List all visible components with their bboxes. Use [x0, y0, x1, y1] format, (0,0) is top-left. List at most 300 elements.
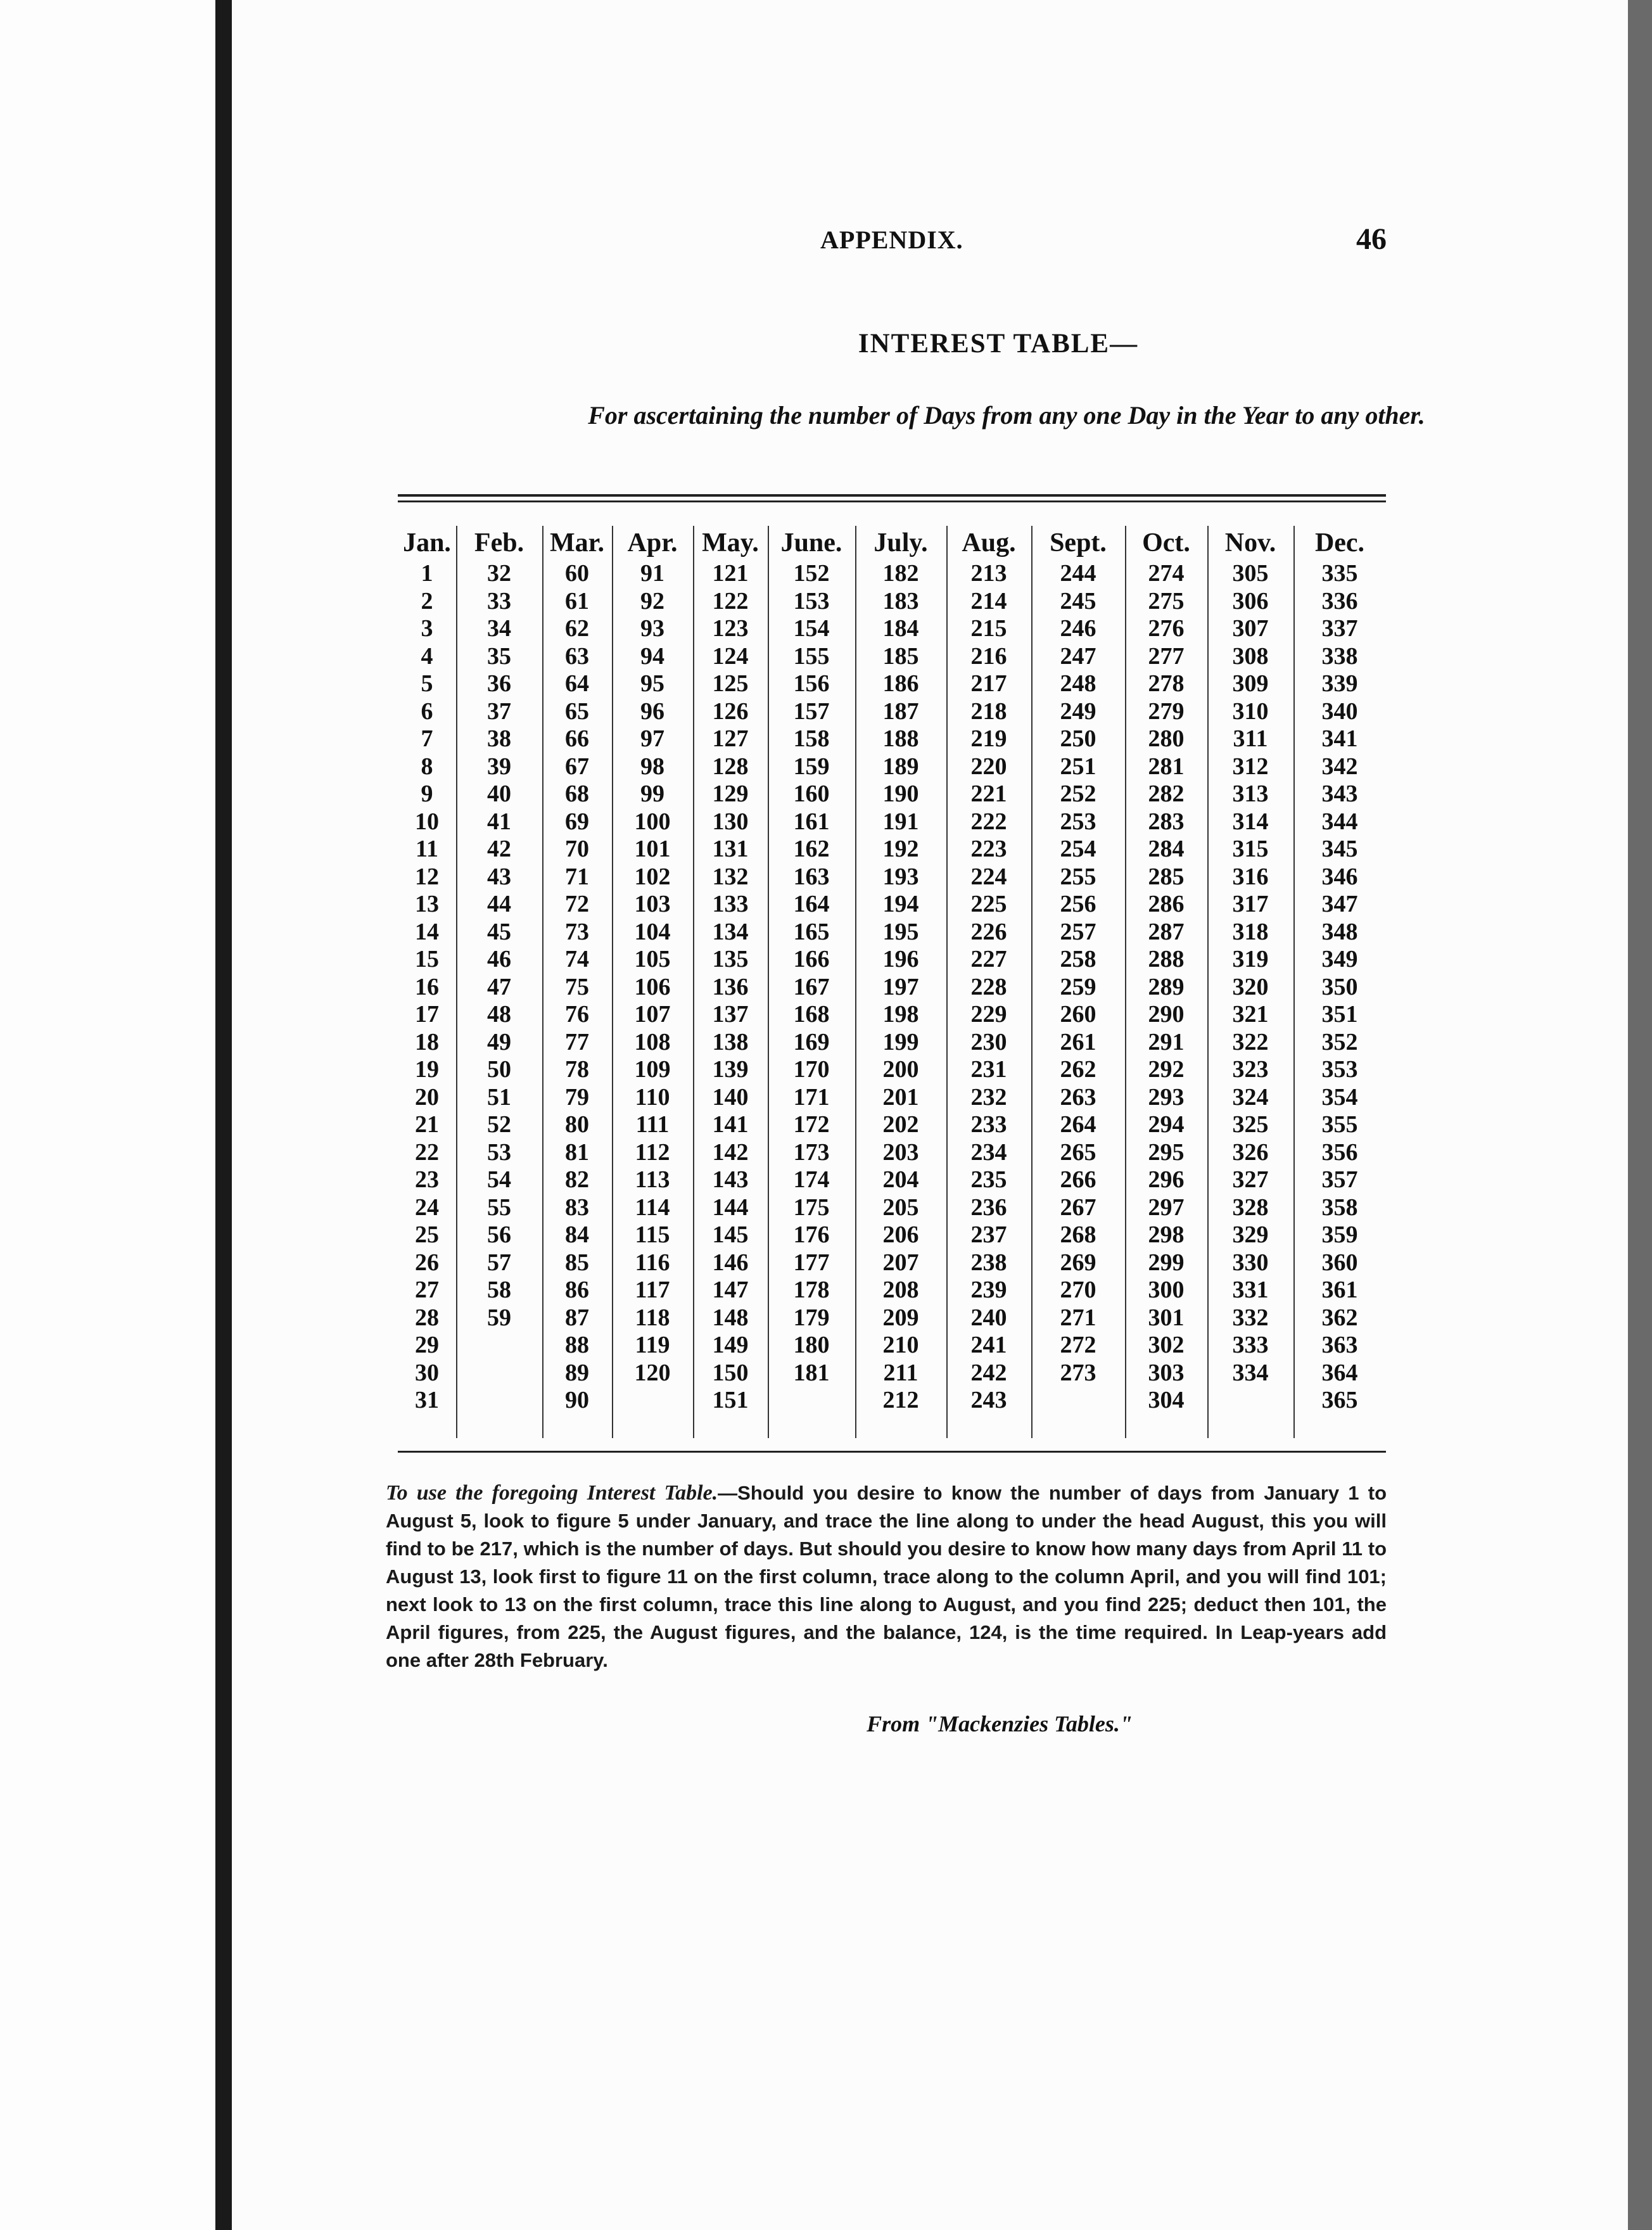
table-cell: 180 [793, 1332, 830, 1358]
table-cell: 191 [882, 808, 919, 835]
table-cell: 281 [1148, 753, 1185, 780]
table-cell: 154 [793, 615, 830, 642]
table-cell: 215 [970, 615, 1007, 642]
table-cell: 296 [1148, 1166, 1185, 1193]
table-cell: 148 [712, 1304, 749, 1331]
table-cell: 311 [1233, 725, 1268, 752]
table-cell: 39 [487, 753, 511, 780]
table-cell: 302 [1148, 1332, 1185, 1358]
table-cell: 331 [1232, 1277, 1269, 1303]
table-cell: 160 [793, 780, 830, 807]
table-cell: 168 [793, 1001, 830, 1028]
table-cell: 247 [1060, 642, 1096, 670]
table-cell: 254 [1060, 836, 1096, 862]
table-cell: 125 [712, 670, 749, 697]
table-cell: 318 [1232, 918, 1269, 945]
table-cell: 253 [1060, 808, 1096, 835]
table-cell: 142 [712, 1138, 749, 1166]
table-cell: 46 [487, 946, 511, 972]
table-cell: 250 [1060, 725, 1096, 752]
table-cell: 181 [793, 1359, 830, 1386]
table-cell: 330 [1232, 1249, 1269, 1276]
table-cell: 269 [1060, 1249, 1096, 1276]
table-cell: 121 [712, 560, 749, 587]
table-cell: 364 [1321, 1359, 1358, 1386]
table-cell: 99 [640, 780, 664, 807]
table-cell: 199 [882, 1028, 919, 1055]
column-aug [946, 526, 1031, 1438]
table-cell: 246 [1060, 615, 1096, 642]
top-rule [398, 494, 1386, 497]
table-cell: 53 [487, 1138, 511, 1166]
table-cell: 23 [415, 1166, 439, 1193]
table-cell: 113 [635, 1166, 670, 1193]
table-cell: 42 [487, 836, 511, 862]
table-cell: 57 [487, 1249, 511, 1276]
table-cell: 256 [1060, 891, 1096, 917]
table-cell: 10 [415, 808, 439, 835]
table-cell: 351 [1321, 1001, 1358, 1028]
table-cell: 18 [415, 1028, 439, 1055]
table-cell: 146 [712, 1249, 749, 1276]
top-rule-secondary [398, 500, 1386, 502]
table-cell: 149 [712, 1332, 749, 1358]
table-cell: 339 [1321, 670, 1358, 697]
column-oct [1125, 526, 1207, 1438]
table-cell: 124 [712, 642, 749, 670]
table-cell: 15 [415, 946, 439, 972]
table-cell: 248 [1060, 670, 1096, 697]
table-cell: 185 [882, 642, 919, 670]
table-cell: 112 [635, 1138, 670, 1166]
table-cell: 31 [415, 1387, 439, 1413]
table-cell: 334 [1232, 1359, 1269, 1386]
table-cell: 117 [635, 1277, 670, 1303]
table-cell: 307 [1232, 615, 1269, 642]
column-header: Dec. [1314, 528, 1365, 558]
table-cell: 223 [970, 836, 1007, 862]
table-cell: 44 [487, 891, 511, 917]
table-cell: 3 [421, 615, 433, 642]
table-cell: 35 [487, 642, 511, 670]
table-cell: 201 [882, 1083, 919, 1111]
table-cell: 45 [487, 918, 511, 945]
table-cell: 5 [421, 670, 433, 697]
table-cell: 171 [793, 1083, 830, 1111]
table-cell: 6 [421, 698, 433, 725]
table-cell: 133 [712, 891, 749, 917]
table-cell: 93 [640, 615, 664, 642]
table-cell: 275 [1148, 587, 1185, 615]
table-cell: 85 [565, 1249, 589, 1276]
table-cell: 143 [712, 1166, 749, 1193]
table-cell: 336 [1321, 587, 1358, 615]
table-cell: 144 [712, 1194, 749, 1221]
table-cell: 169 [793, 1028, 830, 1055]
table-cell: 249 [1060, 698, 1096, 725]
table-cell: 63 [565, 642, 589, 670]
table-cell: 177 [793, 1249, 830, 1276]
table-cell: 50 [487, 1056, 511, 1083]
table-cell: 285 [1148, 863, 1185, 890]
table-cell: 272 [1060, 1332, 1096, 1358]
table-cell: 19 [415, 1056, 439, 1083]
table-cell: 274 [1148, 560, 1185, 587]
table-cell: 128 [712, 753, 749, 780]
table-cell: 231 [970, 1056, 1007, 1083]
table-cell: 316 [1232, 863, 1269, 890]
table-title: INTEREST TABLE— [858, 329, 1139, 359]
table-cell: 257 [1060, 918, 1096, 945]
table-cell: 295 [1148, 1138, 1185, 1166]
table-cell: 306 [1232, 587, 1269, 615]
table-cell: 43 [487, 863, 511, 890]
table-cell: 345 [1321, 836, 1358, 862]
table-cell: 196 [882, 946, 919, 972]
table-cell: 20 [415, 1083, 439, 1111]
table-cell: 241 [970, 1332, 1007, 1358]
table-cell: 278 [1148, 670, 1185, 697]
table-cell: 188 [882, 725, 919, 752]
table-cell: 289 [1148, 973, 1185, 1000]
table-cell: 14 [415, 918, 439, 945]
table-cell: 308 [1232, 642, 1269, 670]
table-cell: 97 [640, 725, 664, 752]
table-cell: 332 [1232, 1304, 1269, 1331]
table-cell: 252 [1060, 780, 1096, 807]
table-cell: 37 [487, 698, 511, 725]
table-cell: 131 [712, 836, 749, 862]
table-cell: 101 [634, 836, 671, 862]
table-cell: 220 [970, 753, 1007, 780]
column-feb [456, 526, 542, 1438]
table-cell: 270 [1060, 1277, 1096, 1303]
table-cell: 141 [712, 1111, 749, 1138]
table-cell: 335 [1321, 560, 1358, 587]
table-cell: 77 [565, 1028, 589, 1055]
table-cell: 8 [421, 753, 433, 780]
table-cell: 321 [1232, 1001, 1269, 1028]
column-jan [398, 526, 456, 1438]
table-cell: 267 [1060, 1194, 1096, 1221]
table-cell: 155 [793, 642, 830, 670]
column-header: Mar. [550, 528, 604, 558]
table-cell: 54 [487, 1166, 511, 1193]
table-cell: 68 [565, 780, 589, 807]
table-cell: 222 [970, 808, 1007, 835]
table-cell: 277 [1148, 642, 1185, 670]
table-cell: 34 [487, 615, 511, 642]
table-cell: 195 [882, 918, 919, 945]
table-cell: 298 [1148, 1221, 1185, 1248]
table-cell: 344 [1321, 808, 1358, 835]
table-cell: 138 [712, 1028, 749, 1055]
table-cell: 320 [1232, 973, 1269, 1000]
table-cell: 132 [712, 863, 749, 890]
table-cell: 108 [634, 1028, 671, 1055]
table-cell: 216 [970, 642, 1007, 670]
table-cell: 243 [970, 1387, 1007, 1413]
table-cell: 11 [416, 836, 438, 862]
table-cell: 176 [793, 1221, 830, 1248]
table-cell: 75 [565, 973, 589, 1000]
table-cell: 338 [1321, 642, 1358, 670]
table-cell: 315 [1232, 836, 1269, 862]
table-cell: 297 [1148, 1194, 1185, 1221]
table-cell: 286 [1148, 891, 1185, 917]
column-sept [1031, 526, 1125, 1438]
table-cell: 67 [565, 753, 589, 780]
interest-table [398, 526, 1386, 1438]
table-cell: 26 [415, 1249, 439, 1276]
table-cell: 271 [1060, 1304, 1096, 1331]
table-cell: 287 [1148, 918, 1185, 945]
table-cell: 174 [793, 1166, 830, 1193]
table-cell: 362 [1321, 1304, 1358, 1331]
column-apr [612, 526, 693, 1438]
table-cell: 80 [565, 1111, 589, 1138]
book-gutter [215, 0, 232, 2230]
table-cell: 360 [1321, 1249, 1358, 1276]
table-cell: 127 [712, 725, 749, 752]
table-cell: 208 [882, 1277, 919, 1303]
table-cell: 111 [635, 1111, 670, 1138]
table-cell: 225 [970, 891, 1007, 917]
table-cell: 354 [1321, 1083, 1358, 1111]
table-cell: 27 [415, 1277, 439, 1303]
table-cell: 66 [565, 725, 589, 752]
table-cell: 212 [882, 1387, 919, 1413]
table-cell: 65 [565, 698, 589, 725]
table-cell: 206 [882, 1221, 919, 1248]
table-cell: 337 [1321, 615, 1358, 642]
table-cell: 259 [1060, 973, 1096, 1000]
table-cell: 347 [1321, 891, 1358, 917]
table-cell: 327 [1232, 1166, 1269, 1193]
table-cell: 72 [565, 891, 589, 917]
table-cell: 33 [487, 587, 511, 615]
table-cell: 210 [882, 1332, 919, 1358]
table-cell: 16 [415, 973, 439, 1000]
table-cell: 361 [1321, 1277, 1358, 1303]
table-cell: 158 [793, 725, 830, 752]
table-cell: 312 [1232, 753, 1269, 780]
table-cell: 126 [712, 698, 749, 725]
usage-note-body: —Should you desire to know the number of days from January 1 to August 5, look to figure 5 under January, and trace the line along to under the head August, this you will find to be 217, which is the number of days. But should you desire to know how many days from April 11 to August 13, look first to figure 11 on the first column, trace along to the column April, and you will find 101; next look to 13 on the first column, trace this line along to August, and you find 225; deduct then 101, the April figures, from 225, the August figures, and the balance, 124, is the time required. In Leap-years add one after 28th February. [386, 1482, 1387, 1671]
table-cell: 118 [635, 1304, 670, 1331]
table-cell: 17 [415, 1001, 439, 1028]
table-cell: 184 [882, 615, 919, 642]
table-cell: 230 [970, 1028, 1007, 1055]
table-cell: 166 [793, 946, 830, 972]
column-dec [1293, 526, 1386, 1438]
column-header: June. [780, 528, 842, 558]
table-cell: 319 [1232, 946, 1269, 972]
table-cell: 322 [1232, 1028, 1269, 1055]
table-cell: 365 [1321, 1387, 1358, 1413]
table-cell: 1 [421, 560, 433, 587]
table-cell: 200 [882, 1056, 919, 1083]
table-cell: 161 [793, 808, 830, 835]
table-cell: 162 [793, 836, 830, 862]
table-cell: 229 [970, 1001, 1007, 1028]
table-cell: 303 [1148, 1359, 1185, 1386]
table-cell: 310 [1232, 698, 1269, 725]
table-cell: 279 [1148, 698, 1185, 725]
table-cell: 153 [793, 587, 830, 615]
table-cell: 217 [970, 670, 1007, 697]
table-cell: 152 [793, 560, 830, 587]
table-cell: 288 [1148, 946, 1185, 972]
table-cell: 157 [793, 698, 830, 725]
table-cell: 194 [882, 891, 919, 917]
column-header: Apr. [627, 528, 678, 558]
table-cell: 234 [970, 1138, 1007, 1166]
table-cell: 88 [565, 1332, 589, 1358]
table-cell: 48 [487, 1001, 511, 1028]
table-cell: 204 [882, 1166, 919, 1193]
table-cell: 237 [970, 1221, 1007, 1248]
facing-page [0, 0, 215, 2230]
column-header: Aug. [962, 528, 1016, 558]
table-cell: 187 [882, 698, 919, 725]
usage-note [386, 1479, 1387, 1674]
table-cell: 106 [634, 973, 671, 1000]
table-cell: 62 [565, 615, 589, 642]
table-cell: 182 [882, 560, 919, 587]
table-cell: 209 [882, 1304, 919, 1331]
table-cell: 292 [1148, 1056, 1185, 1083]
table-cell: 293 [1148, 1083, 1185, 1111]
table-cell: 76 [565, 1001, 589, 1028]
column-header: July. [874, 528, 928, 558]
table-cell: 352 [1321, 1028, 1358, 1055]
table-cell: 83 [565, 1194, 589, 1221]
table-cell: 165 [793, 918, 830, 945]
table-cell: 244 [1060, 560, 1096, 587]
table-cell: 179 [793, 1304, 830, 1331]
table-cell: 98 [640, 753, 664, 780]
table-cell: 245 [1060, 587, 1096, 615]
table-cell: 120 [634, 1359, 671, 1386]
table-cell: 64 [565, 670, 589, 697]
table-cell: 355 [1321, 1111, 1358, 1138]
table-cell: 255 [1060, 863, 1096, 890]
table-cell: 193 [882, 863, 919, 890]
table-cell: 238 [970, 1249, 1007, 1276]
table-cell: 119 [635, 1332, 670, 1358]
table-cell: 81 [565, 1138, 589, 1166]
table-cell: 183 [882, 587, 919, 615]
table-cell: 309 [1232, 670, 1269, 697]
table-cell: 323 [1232, 1056, 1269, 1083]
table-cell: 156 [793, 670, 830, 697]
table-cell: 122 [712, 587, 749, 615]
table-cell: 167 [793, 973, 830, 1000]
table-cell: 211 [883, 1359, 918, 1386]
table-cell: 228 [970, 973, 1007, 1000]
table-cell: 173 [793, 1138, 830, 1166]
table-cell: 145 [712, 1221, 749, 1248]
table-cell: 232 [970, 1083, 1007, 1111]
table-cell: 326 [1232, 1138, 1269, 1166]
table-cell: 9 [421, 780, 433, 807]
table-cell: 276 [1148, 615, 1185, 642]
table-cell: 114 [635, 1194, 670, 1221]
table-cell: 69 [565, 808, 589, 835]
column-header: Feb. [474, 528, 524, 558]
table-cell: 363 [1321, 1332, 1358, 1358]
table-cell: 28 [415, 1304, 439, 1331]
table-cell: 22 [415, 1138, 439, 1166]
table-cell: 139 [712, 1056, 749, 1083]
table-cell: 203 [882, 1138, 919, 1166]
table-cell: 151 [712, 1387, 749, 1413]
page-number: 46 [1356, 222, 1387, 256]
table-cell: 95 [640, 670, 664, 697]
table-cell: 100 [634, 808, 671, 835]
table-cell: 47 [487, 973, 511, 1000]
table-cell: 134 [712, 918, 749, 945]
table-cell: 300 [1148, 1277, 1185, 1303]
table-cell: 343 [1321, 780, 1358, 807]
table-cell: 87 [565, 1304, 589, 1331]
column-header: Oct. [1142, 528, 1190, 558]
table-cell: 342 [1321, 753, 1358, 780]
column-header: May. [702, 528, 759, 558]
table-cell: 49 [487, 1028, 511, 1055]
table-cell: 242 [970, 1359, 1007, 1386]
table-cell: 283 [1148, 808, 1185, 835]
table-cell: 356 [1321, 1138, 1358, 1166]
table-cell: 12 [415, 863, 439, 890]
table-cell: 264 [1060, 1111, 1096, 1138]
table-cell: 94 [640, 642, 664, 670]
table-cell: 328 [1232, 1194, 1269, 1221]
table-cell: 325 [1232, 1111, 1269, 1138]
table-cell: 102 [634, 863, 671, 890]
table-cell: 239 [970, 1277, 1007, 1303]
table-cell: 329 [1232, 1221, 1269, 1248]
table-cell: 38 [487, 725, 511, 752]
table-cell: 189 [882, 753, 919, 780]
table-cell: 260 [1060, 1001, 1096, 1028]
table-cell: 30 [415, 1359, 439, 1386]
table-cell: 186 [882, 670, 919, 697]
table-cell: 262 [1060, 1056, 1096, 1083]
table-cell: 116 [635, 1249, 670, 1276]
column-header: Nov. [1224, 528, 1276, 558]
table-cell: 147 [712, 1277, 749, 1303]
table-cell: 25 [415, 1221, 439, 1248]
table-cell: 224 [970, 863, 1007, 890]
table-cell: 218 [970, 698, 1007, 725]
table-cell: 59 [487, 1304, 511, 1331]
table-cell: 61 [565, 587, 589, 615]
table-cell: 284 [1148, 836, 1185, 862]
table-cell: 268 [1060, 1221, 1096, 1248]
table-cell: 79 [565, 1083, 589, 1111]
table-cell: 70 [565, 836, 589, 862]
table-cell: 349 [1321, 946, 1358, 972]
running-head: APPENDIX. [820, 226, 963, 254]
table-cell: 109 [634, 1056, 671, 1083]
table-cell: 150 [712, 1359, 749, 1386]
table-cell: 265 [1060, 1138, 1096, 1166]
table-cell: 350 [1321, 973, 1358, 1000]
source-note: From "Mackenzies Tables." [867, 1711, 1133, 1736]
table-cell: 90 [565, 1387, 589, 1413]
